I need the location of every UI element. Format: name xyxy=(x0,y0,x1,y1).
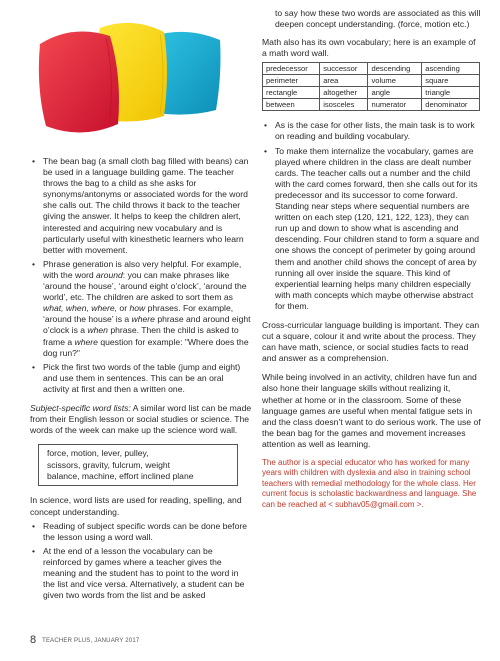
math-intro: Math also has its own vocabulary; here is an example of a math word wall. xyxy=(262,37,476,59)
table-row xyxy=(263,75,480,87)
page-footer xyxy=(30,634,139,646)
list-item: • At the end of a lesson the vocabulary can be reinforced by games where a teacher gives the meaning and the student has to point to the word in the list and vice versa. Alternatively, a student can be given two words from the list and be asked xyxy=(43,546,252,601)
table-cell: denominator xyxy=(422,99,480,111)
subject-word-lists-paragraph: Subject-specific word lists: A similar word list can be made from their English lesson or social studies or science. The words of the week can make up the science word wall. xyxy=(30,402,252,436)
cross-curricular-paragraph: Cross-curricular language building is important. They can cut a square, colour it and write about the process. They can have math, science, or social studies facts to read and answer as a comprehension. xyxy=(262,319,480,364)
bean-bag-photo xyxy=(36,14,222,142)
table-cell: between xyxy=(263,99,320,111)
word-line: scissors, gravity, fulcrum, weight xyxy=(47,459,171,470)
table-cell: perimeter xyxy=(263,75,320,87)
table-cell: volume xyxy=(368,75,422,87)
word-line: force, motion, lever, pulley, xyxy=(47,448,149,459)
right-column xyxy=(262,8,482,518)
list-item: • The bean bag (a small cloth bag filled with beans) can be used in a language building game. The teacher throws the bag to a child as she asks for synonyms/antonyms or associated words for the word she calls out. The child throws it back to the teacher giving the answer. It helps to keep the children alert, interested and acquiring new vocabulary and is particularly useful with kinesthetic learners who learn better with movement. xyxy=(43,156,252,256)
table-cell: predecessor xyxy=(263,63,320,75)
science-word-wall-box xyxy=(38,444,238,486)
list-item: • As is the case for other lists, the main task is to work on reading and building vocabulary. xyxy=(275,120,482,142)
continued-text: to say how these two words are associated as this will deepen concept understanding. (force, motion etc.) xyxy=(275,8,481,30)
table-cell: rectangle xyxy=(263,87,320,99)
page-number: 8 xyxy=(30,634,37,646)
list-item: • Phrase generation is also very helpful. For example, with the word around: you can make phrases like ‘around the house’, ‘around eight o’clock’, ‘around the world’, etc. The children are asked to sort them as what, when, where, or how phrases. For example, ‘around the house’ is a where phrase and around eight o’clock is a when phrase. Then the child is asked to frame a where question for example: "Where does the dog run?" xyxy=(43,259,252,359)
science-bullets xyxy=(30,521,252,602)
table-cell: triangle xyxy=(422,87,480,99)
science-paragraph: In science, word lists are used for reading, spelling, and concept understanding. xyxy=(30,495,242,517)
math-word-wall-table xyxy=(262,62,480,111)
red-bean-bag xyxy=(39,32,119,133)
list-item: • To make them internalize the vocabulary, games are played where children in the class are dealt number cards. The teacher calls out a number and the child with the card comes forward, then she calls out for its predecessor and its successor to come forward. Standing near steps where sequential numbers are written on each step (120, 121, 122, 123), they can run up and down to show what is ascending and descending. Four children stand to form a square and one shows the concept of perimeter by going around them and another child shows the concept of area by running all over inside the square. This kind of experiential learning helps many children especially with math concepts which maybe otherwise abstract for them. xyxy=(275,146,482,312)
magazine-issue: TEACHER PLUS, JANUARY 2017 xyxy=(42,638,140,644)
table-row xyxy=(263,63,480,75)
activity-paragraph: While being involved in an activity, children have fun and also hone their language skills without realizing it, whether at home or in the classroom. Some of these language games are useful when mental fatigue sets in and the class doesn’t want to do serious work. The use of the bean bag for the games and movement increases attention as well as learning. xyxy=(262,372,481,449)
table-row xyxy=(263,87,480,99)
table-cell: ascending xyxy=(422,63,480,75)
author-note: The author is a special educator who has worked for many years with children with dyslexia and also in training school teachers with remedial methodology for the whole class. Her current focus is scholastic backwardness and language. She can be reached at < subhav05@gmail.com >. xyxy=(262,458,477,509)
table-row xyxy=(263,99,480,111)
table-cell: successor xyxy=(320,63,368,75)
table-cell: square xyxy=(422,75,480,87)
table-cell: angle xyxy=(368,87,422,99)
left-column xyxy=(30,14,252,604)
math-bullets xyxy=(262,120,482,312)
table-cell: isosceles xyxy=(320,99,368,111)
table-cell: area xyxy=(320,75,368,87)
list-item: • Pick the first two words of the table (jump and eight) and use them in sentences. This can be an oral activity at first and then a written one. xyxy=(43,362,252,395)
word-line: balance, machine, effort inclined plane xyxy=(47,471,194,482)
table-cell: numerator xyxy=(368,99,422,111)
subhead: Subject-specific word lists: xyxy=(30,402,131,413)
bean-bag-bullets xyxy=(30,156,252,395)
table-cell: descending xyxy=(368,63,422,75)
bean-bags-image xyxy=(36,14,222,142)
table-cell: altogether xyxy=(320,87,368,99)
list-item: • Reading of subject specific words can be done before the lesson using a word wall. xyxy=(43,521,252,543)
